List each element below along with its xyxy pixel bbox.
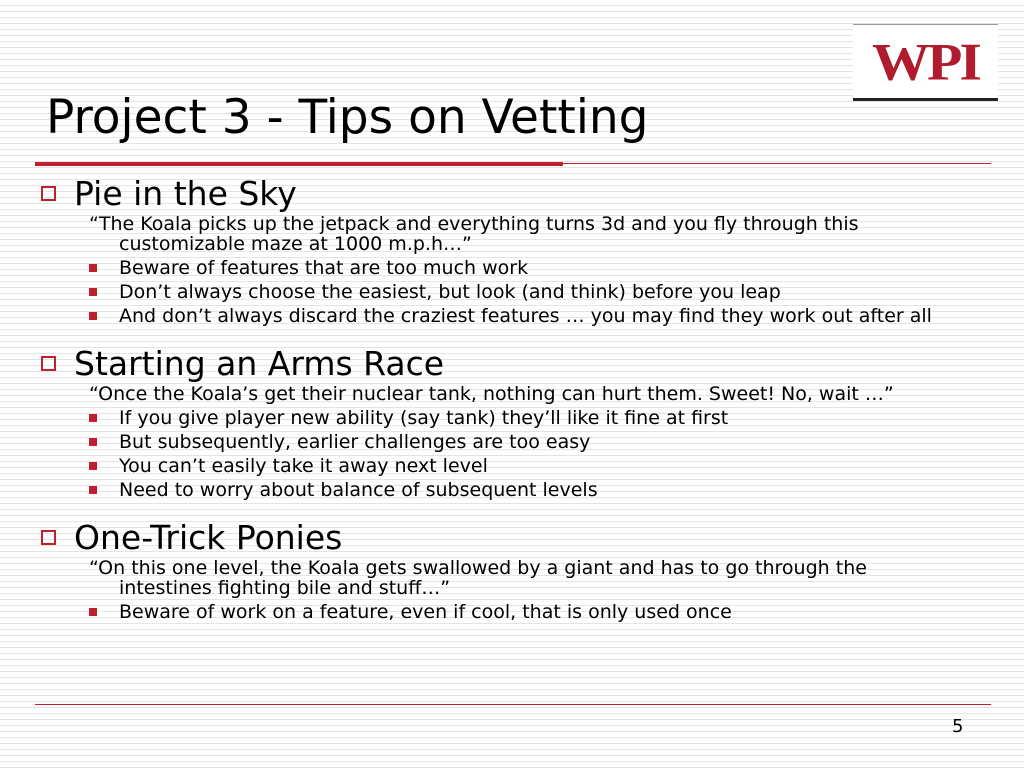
footer-rule [35,704,991,705]
list-item-text: You can’t easily take it away next level [119,455,488,477]
section-heading-row [38,342,988,384]
list-item [89,306,988,326]
list-item-text: But subsequently, earlier challenges are too easy [119,431,591,453]
section-heading: One-Trick Ponies [74,517,343,557]
section-heading-row [38,516,988,558]
section-pie-in-the-sky [38,172,988,326]
list-item [89,258,988,278]
section-heading-row [38,172,988,214]
hollow-square-bullet-icon [41,530,56,545]
list-item [89,282,988,302]
filled-square-bullet-icon [89,288,97,296]
filled-square-bullet-icon [89,438,97,446]
filled-square-bullet-icon [89,462,97,470]
list-item [89,432,988,452]
section-heading: Starting an Arms Race [74,343,445,383]
title-underline-thick [35,162,563,166]
hollow-square-bullet-icon [41,356,56,371]
list-item [89,456,988,476]
section-one-trick-ponies [38,516,988,622]
filled-square-bullet-icon [89,312,97,320]
list-item-text: Need to worry about balance of subsequent levels [119,479,598,501]
list-item-text: And don’t always discard the craziest features … you may find they work out after all [119,305,932,327]
slide-title: Project 3 - Tips on Vetting [46,90,649,145]
wpi-logo [853,24,998,101]
wpi-logo-text: WPI [872,31,979,91]
slide-body [38,172,988,626]
filled-square-bullet-icon [89,414,97,422]
list-item [89,408,988,428]
filled-square-bullet-icon [89,486,97,494]
section-heading: Pie in the Sky [74,173,297,213]
list-item-text: Beware of work on a feature, even if cool, that is only used once [119,601,732,623]
list-item [89,480,988,500]
section-quote: “On this one level, the Koala gets swallowed by a giant and has to go through the intestines fighting bile and stuff…” [89,557,867,599]
title-underline-thin [563,163,991,164]
filled-square-bullet-icon [89,264,97,272]
list-item-text: If you give player new ability (say tank) they’ll like it fine at first [119,407,729,429]
list-item-text: Don’t always choose the easiest, but look (and think) before you leap [119,281,781,303]
filled-square-bullet-icon [89,608,97,616]
section-quote: “The Koala picks up the jetpack and everything turns 3d and you fly through this customizable maze at 1000 m.p.h…” [89,213,859,255]
page-number: 5 [952,716,964,737]
section-arms-race [38,342,988,500]
section-quote: “Once the Koala’s get their nuclear tank, nothing can hurt them. Sweet! No, wait …” [89,383,894,405]
list-item-text: Beware of features that are too much work [119,257,529,279]
list-item [89,602,988,622]
hollow-square-bullet-icon [41,186,56,201]
